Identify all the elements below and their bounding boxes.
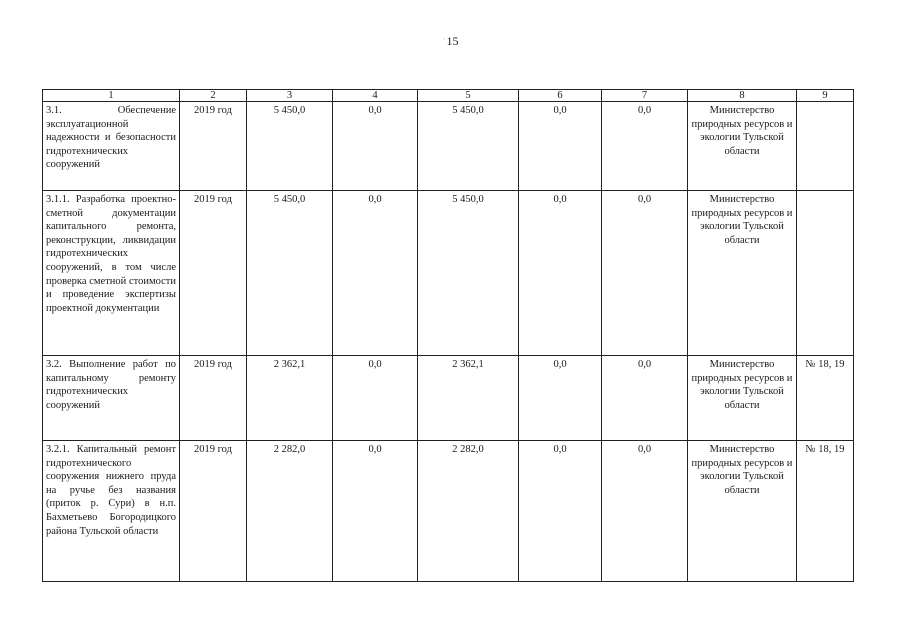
column-header: 2 — [180, 90, 247, 102]
value-cell: 0,0 — [333, 356, 418, 441]
column-header: 1 — [43, 90, 180, 102]
value-cell: 0,0 — [519, 191, 602, 356]
indicator-cell: № 18, 19 — [797, 356, 854, 441]
value-cell: 0,0 — [333, 191, 418, 356]
indicator-cell: № 18, 19 — [797, 441, 854, 582]
table-row — [43, 102, 854, 191]
column-header: 3 — [247, 90, 333, 102]
value-cell: 2 282,0 — [418, 441, 519, 582]
measure-name: 3.1.1. Разработка проектно-сметной документации капитального ремонта, реконструкции, ликвидации гидротехнических сооружений, в том числе проверка сметной стоимости и проведение экспертизы проектной документации — [43, 191, 180, 356]
table-row — [43, 356, 854, 441]
program-table — [42, 89, 854, 582]
period-cell: 2019 год — [180, 102, 247, 191]
column-number-row — [43, 90, 854, 102]
total-cell: 2 282,0 — [247, 441, 333, 582]
executor-cell: Министерство природных ресурсов и экологии Тульской области — [688, 441, 797, 582]
total-cell: 5 450,0 — [247, 102, 333, 191]
indicator-cell — [797, 191, 854, 356]
indicator-cell — [797, 102, 854, 191]
value-cell: 0,0 — [602, 102, 688, 191]
value-cell: 0,0 — [602, 191, 688, 356]
table-row — [43, 441, 854, 582]
value-cell: 0,0 — [602, 356, 688, 441]
column-header: 9 — [797, 90, 854, 102]
measure-name: 3.2. Выполнение работ по капитальному ремонту гидротехнических сооружений — [43, 356, 180, 441]
executor-cell: Министерство природных ресурсов и экологии Тульской области — [688, 356, 797, 441]
value-cell: 2 362,1 — [418, 356, 519, 441]
table-row — [43, 191, 854, 356]
value-cell: 5 450,0 — [418, 102, 519, 191]
executor-cell: Министерство природных ресурсов и экологии Тульской области — [688, 191, 797, 356]
column-header: 6 — [519, 90, 602, 102]
value-cell: 0,0 — [602, 441, 688, 582]
value-cell: 0,0 — [519, 102, 602, 191]
period-cell: 2019 год — [180, 441, 247, 582]
period-cell: 2019 год — [180, 191, 247, 356]
page-number: 15 — [446, 34, 459, 48]
column-header: 4 — [333, 90, 418, 102]
total-cell: 2 362,1 — [247, 356, 333, 441]
measure-name: 3.2.1. Капитальный ремонт гидротехнического сооружения нижнего пруда на ручье без названия (приток р. Сури) в н.п. Бахметьево Богородицкого района Тульской области — [43, 441, 180, 582]
column-header: 7 — [602, 90, 688, 102]
measure-name: 3.1. Обеспечение эксплуатационной надежности и безопасности гидротехнических сооружений — [43, 102, 180, 191]
value-cell: 0,0 — [333, 102, 418, 191]
value-cell: 5 450,0 — [418, 191, 519, 356]
value-cell: 0,0 — [519, 356, 602, 441]
executor-cell: Министерство природных ресурсов и экологии Тульской области — [688, 102, 797, 191]
value-cell: 0,0 — [519, 441, 602, 582]
period-cell: 2019 год — [180, 356, 247, 441]
total-cell: 5 450,0 — [247, 191, 333, 356]
value-cell: 0,0 — [333, 441, 418, 582]
column-header: 5 — [418, 90, 519, 102]
scan-speck: · — [443, 37, 445, 43]
column-header: 8 — [688, 90, 797, 102]
